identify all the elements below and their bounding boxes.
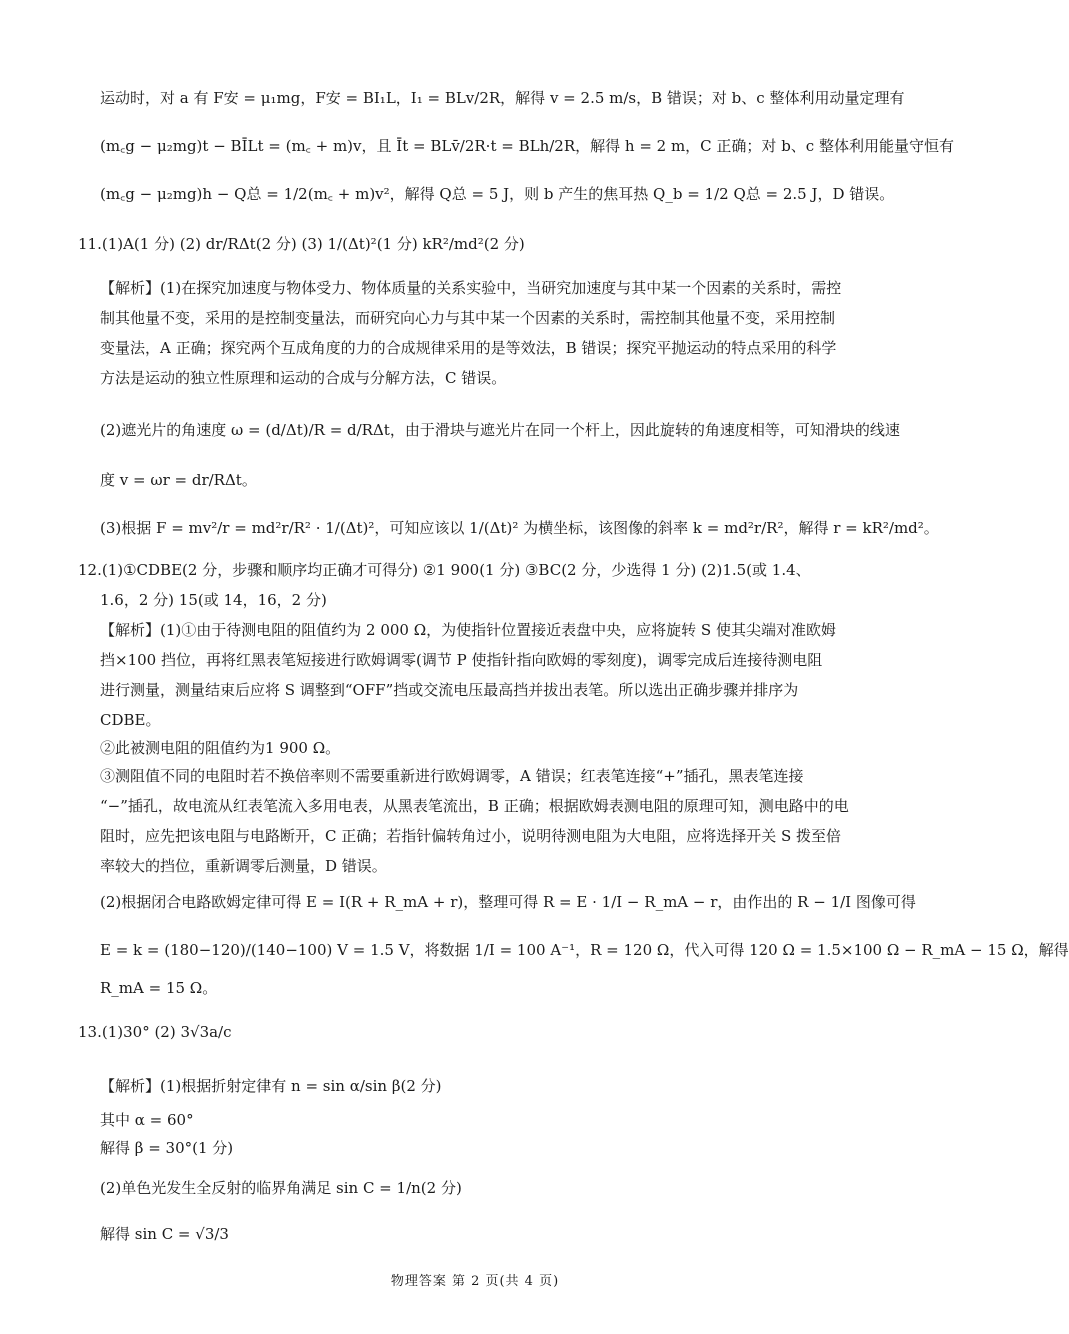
text-line: 运动时，对 a 有 F安 = μ₁mg，F安 = BI₁L，I₁ = BLv/2R，解得 v = 2.5 m/s，B 错误；对 b、c 整体利用动量定理有 [100, 89, 905, 107]
text-line: R_mA = 15 Ω。 [100, 979, 218, 997]
text-line: (m꜀g − μ₂mg)t − BĪLt = (m꜀ + m)v，且 Īt = BLv̄/2R·t = BLh/2R，解得 h = 2 m，C 正确；对 b、c 整体利用能量守恒有 [100, 137, 954, 155]
text-line: 【解析】(1)①由于待测电阻的阻值约为 2 000 Ω，为使指针位置接近表盘中央，应将旋转 S 使其尖端对准欧姆 [100, 621, 836, 639]
question-11-answer: 11.(1)A(1 分) (2) dr/RΔt(2 分) (3) 1/(Δt)²(1 分) kR²/md²(2 分) [78, 235, 525, 253]
text-line: 变量法，A 正确；探究两个互成角度的力的合成规律采用的是等效法，B 错误；探究平抛运动的特点采用的科学 [100, 339, 837, 357]
text-line: (3)根据 F = mv²/r = md²r/R² · 1/(Δt)²，可知应该以 1/(Δt)² 为横坐标，该图像的斜率 k = md²r/R²，解得 r = kR²/md²。 [100, 519, 939, 537]
text-line: 阻时，应先把该电阻与电路断开，C 正确；若指针偏转角过小，说明待测电阻为大电阻，应将选择开关 S 拨至倍 [100, 827, 842, 845]
question-13-answer: 13.(1)30° (2) 3√3a/c [78, 1023, 232, 1041]
text-line: E = k = (180−120)/(140−100) V = 1.5 V，将数据 1/I = 100 A⁻¹，R = 120 Ω，代入可得 120 Ω = 1.5×100 Ω − R_mA − 15 Ω，解得 [100, 941, 1069, 959]
text-line: 其中 α = 60° [100, 1111, 194, 1129]
text-line: 率较大的挡位，重新调零后测量，D 错误。 [100, 857, 387, 875]
text-line: 度 v = ωr = dr/RΔt。 [100, 471, 257, 489]
text-line: 解得 sin C = √3/3 [100, 1225, 229, 1243]
text-line: 1.6，2 分) 15(或 14，16，2 分) [100, 591, 327, 609]
question-12-answer: 12.(1)①CDBE(2 分，步骤和顺序均正确才可得分) ②1 900(1 分) ③BC(2 分，少选得 1 分) (2)1.5(或 1.4、 [78, 561, 811, 579]
text-line: 【解析】(1)在探究加速度与物体受力、物体质量的关系实验中，当研究加速度与其中某一个因素的关系时，需控 [100, 279, 842, 297]
text-line: ②此被测电阻的阻值约为1 900 Ω。 [100, 739, 341, 757]
text-line: (2)根据闭合电路欧姆定律可得 E = I(R + R_mA + r)，整理可得 R = E · 1/I − R_mA − r，由作出的 R − 1/I 图像可得 [100, 893, 916, 911]
text-line: 解得 β = 30°(1 分) [100, 1139, 234, 1157]
text-line: (m꜀g − μ₂mg)h − Q总 = 1/2(m꜀ + m)v²，解得 Q总 = 5 J，则 b 产生的焦耳热 Q_b = 1/2 Q总 = 2.5 J，D 错误。 [100, 185, 895, 203]
text-line: CDBE。 [100, 711, 161, 729]
page-footer: 物理答案 第 2 页(共 4 页) [390, 1274, 560, 1289]
text-line: (2)遮光片的角速度 ω = (d/Δt)/R = d/RΔt，由于滑块与遮光片在同一个杆上，因此旋转的角速度相等，可知滑块的线速 [100, 421, 900, 439]
text-line: 【解析】(1)根据折射定律有 n = sin α/sin β(2 分) [100, 1077, 442, 1095]
text-line: 挡×100 挡位，再将红黑表笔短接进行欧姆调零(调节 P 使指针指向欧姆的零刻度)，调零完成后连接待测电阻 [100, 651, 823, 669]
text-line: 进行测量，测量结束后应将 S 调整到“OFF”挡或交流电压最高挡并拔出表笔。所以选出正确步骤并排序为 [100, 681, 799, 699]
text-line: ③测阻值不同的电阻时若不换倍率则不需要重新进行欧姆调零，A 错误；红表笔连接“+”插孔，黑表笔连接 [100, 767, 804, 785]
text-line: 方法是运动的独立性原理和运动的合成与分解方法，C 错误。 [100, 369, 507, 387]
text-line: (2)单色光发生全反射的临界角满足 sin C = 1/n(2 分) [100, 1179, 462, 1197]
text-line: “−”插孔，故电流从红表笔流入多用电表，从黑表笔流出，B 正确；根据欧姆表测电阻的原理可知，测电路中的电 [100, 797, 849, 815]
text-line: 制其他量不变，采用的是控制变量法，而研究向心力与其中某一个因素的关系时，需控制其他量不变，采用控制 [100, 309, 836, 327]
